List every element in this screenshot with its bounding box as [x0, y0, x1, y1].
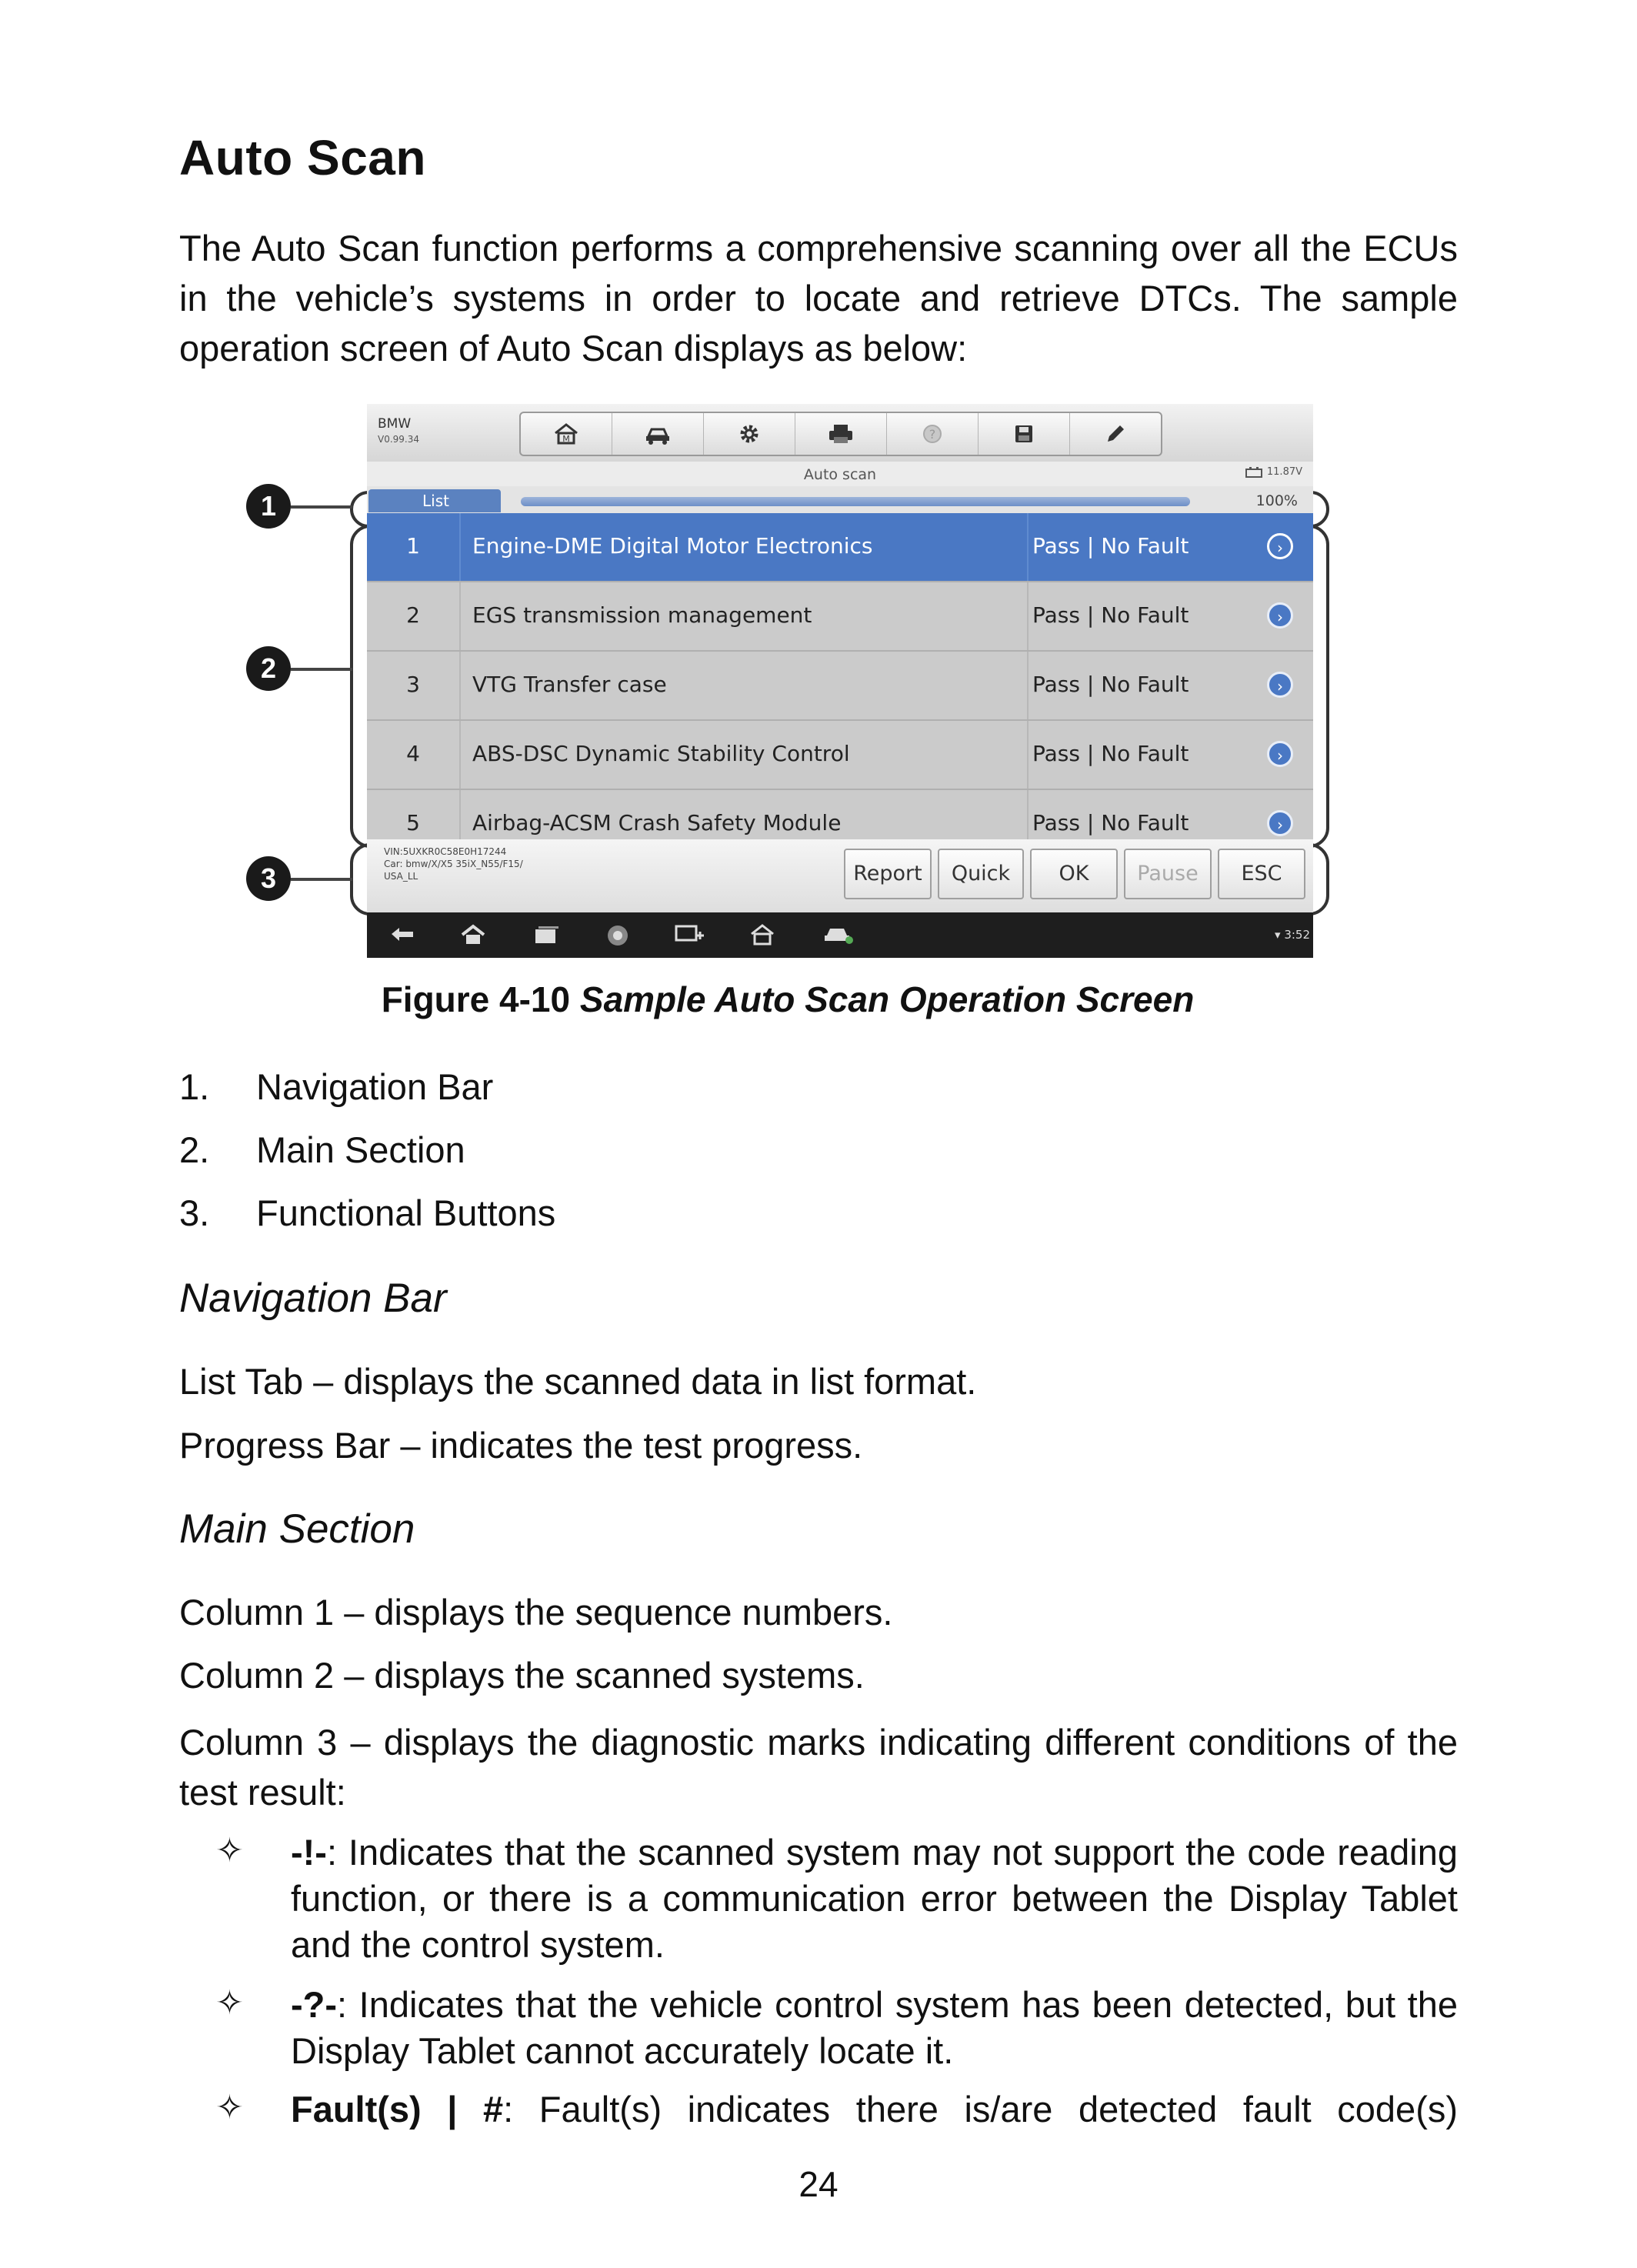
navigation-bar [367, 486, 1313, 513]
callout-line-3 [291, 878, 352, 881]
bullet-text: : Indicates that the scanned system may not support the code reading function, or there is a communication error between the Display Tablet and the control system. [291, 1832, 1458, 1965]
help-icon[interactable] [887, 413, 979, 455]
wifi-icon: ▾ [1275, 928, 1281, 942]
system-name: VTG Transfer case [472, 672, 667, 697]
callout-marker-2: 2 [246, 646, 291, 691]
system-name: EGS transmission management [472, 602, 812, 628]
scan-results-list [367, 513, 1313, 835]
list-label: Main Section [256, 1129, 465, 1170]
scan-status: Pass | No Fault [1032, 741, 1189, 766]
bullet-text: : Fault(s) indicates there is/are detected fault code(s) [503, 2089, 1458, 2130]
progress-bar-description: Progress Bar – indicates the test progress. [179, 1425, 863, 1466]
callout-marker-1: 1 [246, 484, 291, 529]
brand-label: BMW [378, 416, 412, 432]
browser-icon[interactable] [602, 923, 633, 948]
ok-button[interactable]: OK [1030, 849, 1118, 899]
battery-voltage: 11.87V [1266, 466, 1302, 478]
clock: 3:52 [1284, 928, 1310, 942]
figure-title: Sample Auto Scan Operation Screen [579, 979, 1195, 1019]
bullet-icon: ✧ [215, 2089, 244, 2126]
navigation-bar-heading: Navigation Bar [179, 1276, 447, 1321]
column-divider [1027, 721, 1029, 789]
bullet-item-fault [291, 2086, 1458, 2133]
svg-text:M: M [562, 434, 570, 444]
back-icon[interactable] [387, 923, 418, 946]
system-name: Airbag-ACSM Crash Safety Module [472, 810, 842, 835]
vehicle-info [384, 845, 523, 882]
mark-exclamation: -!- [291, 1832, 327, 1873]
maxisys-home-icon[interactable] [747, 923, 778, 946]
top-toolbar [367, 404, 1313, 462]
settings-icon[interactable] [704, 413, 795, 455]
auto-scan-screenshot [367, 404, 1313, 958]
column-3-description: Column 3 – displays the diagnostic marks indicating different conditions of the test result: [179, 1722, 1458, 1813]
figure-caption [0, 979, 1575, 1020]
sequence-number: 4 [406, 741, 420, 766]
callout-marker-3: 3 [246, 856, 291, 901]
recent-apps-icon[interactable] [531, 923, 562, 946]
table-row[interactable] [367, 513, 1313, 582]
vehicle-shortcut-icon[interactable] [821, 923, 855, 946]
list-number: 1. [179, 1066, 210, 1107]
system-bar [367, 912, 1313, 958]
tool-group [519, 412, 1162, 456]
column-divider [1027, 582, 1029, 650]
list-label: Navigation Bar [256, 1066, 494, 1107]
page-number: 24 [798, 2164, 839, 2204]
report-button[interactable]: Report [844, 849, 932, 899]
progress-percent: 100% [1255, 492, 1298, 509]
battery-indicator [1245, 466, 1302, 478]
column-divider [1027, 652, 1029, 719]
battery-icon [1245, 467, 1264, 478]
bullet-text: : Indicates that the vehicle control system has been detected, but the Display Tablet cannot accurately locate it. [291, 1984, 1458, 2071]
bullet-item-question [291, 1982, 1458, 2074]
column-divider [459, 513, 461, 581]
table-row[interactable] [367, 582, 1313, 652]
functional-button-bar [367, 839, 1313, 912]
esc-button[interactable]: ESC [1218, 849, 1305, 899]
scan-status: Pass | No Fault [1032, 672, 1189, 697]
vehicle-brand [378, 416, 419, 447]
scan-status: Pass | No Fault [1032, 810, 1189, 835]
car-model-text: Car: bmw/X/X5 35iX_N55/F15/ [384, 859, 523, 869]
list-number: 2. [179, 1129, 210, 1170]
print-icon[interactable] [795, 413, 887, 455]
vehicle-swap-icon[interactable] [612, 413, 704, 455]
table-row[interactable] [367, 652, 1313, 721]
sequence-number: 5 [406, 810, 420, 835]
chevron-right-icon[interactable]: › [1267, 672, 1293, 698]
system-name: Engine-DME Digital Motor Electronics [472, 533, 873, 559]
column-divider [459, 721, 461, 789]
mark-question: -?- [291, 1984, 338, 2025]
progress-fill [521, 497, 1190, 506]
list-tab-description: List Tab – displays the scanned data in list format. [179, 1361, 977, 1402]
column-1-description: Column 1 – displays the sequence numbers. [179, 1592, 893, 1633]
progress-bar [521, 497, 1190, 506]
vci-icon[interactable] [673, 923, 707, 948]
figure-number: Figure 4-10 [381, 979, 571, 1019]
android-home-icon[interactable] [458, 923, 488, 946]
vin-text: VIN:5UXKR0C58E0H17244 [384, 846, 507, 857]
page-heading: Auto Scan [179, 130, 426, 185]
screen-title: Auto scan [803, 466, 877, 483]
edit-icon[interactable] [1070, 413, 1161, 455]
list-label: Functional Buttons [256, 1192, 556, 1233]
mark-fault: Fault(s) | # [291, 2089, 504, 2130]
main-section-heading: Main Section [179, 1506, 415, 1552]
callout-line-2 [291, 668, 352, 671]
region-text: USA_LL [384, 871, 418, 882]
home-icon[interactable] [521, 413, 612, 455]
chevron-right-icon[interactable]: › [1267, 741, 1293, 767]
pause-button[interactable]: Pause [1124, 849, 1212, 899]
bullet-item-exclamation [291, 1829, 1458, 1968]
scan-status: Pass | No Fault [1032, 602, 1189, 628]
column-divider [459, 652, 461, 719]
status-tray [1275, 928, 1310, 942]
system-name: ABS-DSC Dynamic Stability Control [472, 741, 850, 766]
callout-line-1 [291, 505, 352, 509]
scan-status: Pass | No Fault [1032, 533, 1189, 559]
sequence-number: 3 [406, 672, 420, 697]
title-bar [367, 462, 1313, 486]
save-icon[interactable] [979, 413, 1070, 455]
quick-button[interactable]: Quick [938, 849, 1024, 899]
bullet-icon: ✧ [215, 1832, 244, 1869]
tab-list[interactable]: List [368, 489, 501, 512]
chevron-right-icon[interactable]: › [1267, 533, 1293, 559]
svg-text:?: ? [929, 427, 936, 442]
chevron-right-icon[interactable]: › [1267, 602, 1293, 629]
list-number: 3. [179, 1192, 210, 1233]
column-divider [1027, 513, 1029, 581]
chevron-right-icon[interactable]: › [1267, 810, 1293, 836]
intro-paragraph: The Auto Scan function performs a comprehensive scanning over all the ECUs in the vehicle’s systems in order to locate and retrieve DTCs. The sample operation screen of Auto Scan displays as below: [179, 228, 1458, 369]
table-row[interactable] [367, 721, 1313, 790]
software-version: V0.99.34 [378, 434, 420, 445]
sequence-number: 2 [406, 602, 420, 628]
column-2-description: Column 2 – displays the scanned systems. [179, 1655, 865, 1696]
sequence-number: 1 [406, 533, 420, 559]
bullet-icon: ✧ [215, 1984, 244, 2022]
column-divider [459, 582, 461, 650]
